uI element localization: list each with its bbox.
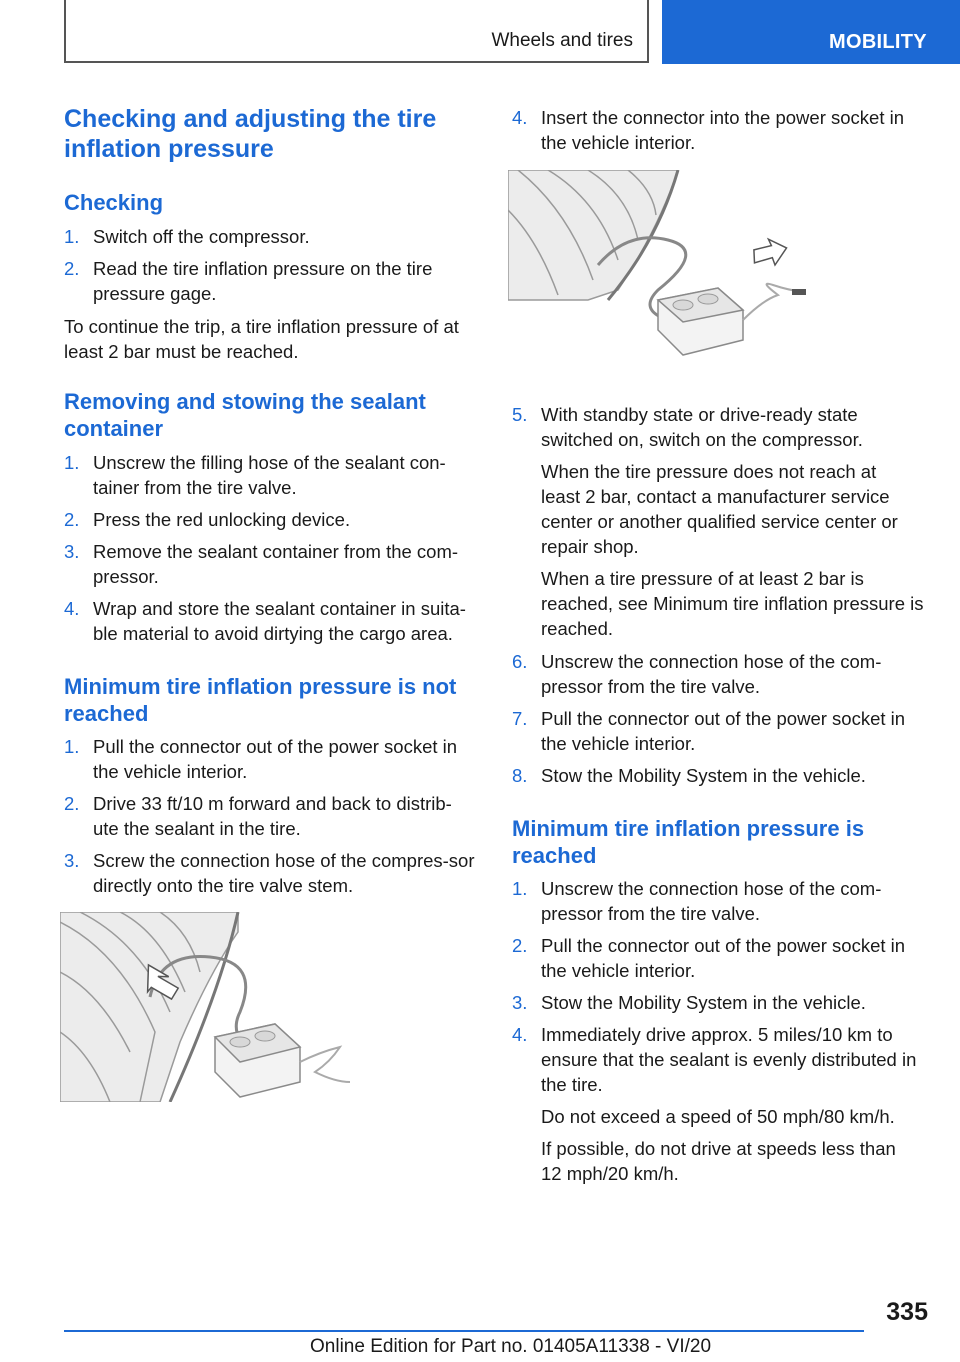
- step-number: 1.: [64, 736, 80, 757]
- step-number: 3.: [64, 541, 80, 562]
- step-number: 3.: [512, 992, 528, 1013]
- heading-reached: Minimum tire inflation pressure is reached: [512, 816, 865, 868]
- step-number: 5.: [512, 404, 528, 425]
- step-number: 3.: [64, 850, 80, 871]
- step-text: Unscrew the connection hose of the com‐pressor from the tire valve.: [541, 878, 882, 924]
- step-text: Press the red unlocking device.: [93, 509, 351, 530]
- step-text: Stow the Mobility System in the vehicle.: [541, 765, 866, 786]
- compressor-power-socket-illustration: [508, 170, 818, 360]
- step-text: Remove the sealant container from the com‐pressor.: [93, 541, 459, 587]
- step-number: 2.: [512, 935, 528, 956]
- note-paragraph: To continue the trip, a tire inflation pressure of at least 2 bar must be reached.: [64, 316, 459, 362]
- step-text: Immediately drive approx. 5 miles/10 km to ensure that the sealant is evenly distributed in the tire.: [541, 1024, 917, 1095]
- step-number: 7.: [512, 708, 528, 729]
- step-number: 1.: [64, 452, 80, 473]
- step-number: 2.: [64, 793, 80, 814]
- step-text: Screw the connection hose of the compres‐sor directly onto the tire valve stem.: [93, 850, 475, 896]
- step-note: If possible, do not drive at speeds less than 12 mph/20 km/h.: [541, 1138, 896, 1184]
- header-section-box: [64, 0, 649, 63]
- heading-checking: Checking: [64, 190, 164, 215]
- step-text: Drive 33 ft/10 m forward and back to distrib‐ute the sealant in the tire.: [93, 793, 452, 839]
- page-title: Checking and adjusting the tire inflation pressure: [64, 105, 437, 163]
- section-title: Wheels and tires: [491, 30, 633, 51]
- step-text: Wrap and store the sealant container in suita‐ble material to avoid dirtying the cargo area.: [93, 598, 466, 644]
- step-number: 2.: [64, 509, 80, 530]
- step-number: 8.: [512, 765, 528, 786]
- step-note: Do not exceed a speed of 50 mph/80 km/h.: [541, 1106, 895, 1127]
- step-note: When a tire pressure of at least 2 bar is reached, see Minimum tire inflation pressure is reached.: [541, 568, 924, 639]
- page-number: 335: [886, 1298, 928, 1326]
- heading-not-reached: Minimum tire inflation pressure is not reached: [64, 674, 457, 726]
- step-text: Unscrew the connection hose of the com‐pressor from the tire valve.: [541, 651, 882, 697]
- step-text: Switch off the compressor.: [93, 226, 310, 247]
- step-note: When the tire pressure does not reach at least 2 bar, contact a manufacturer service center or another qualified service center or repair shop.: [541, 461, 898, 557]
- step-number: 4.: [512, 107, 528, 128]
- step-number: 4.: [64, 598, 80, 619]
- step-text: Unscrew the filling hose of the sealant con‐tainer from the tire valve.: [93, 452, 446, 498]
- edition-footer: Online Edition for Part no. 01405A11338 - VI/20: [310, 1336, 712, 1357]
- step-number: 2.: [64, 258, 80, 279]
- step-number: 1.: [64, 226, 80, 247]
- step-text: Pull the connector out of the power socket in the vehicle interior.: [541, 708, 906, 754]
- chapter-tab[interactable]: MOBILITY: [662, 0, 960, 64]
- step-text: Pull the connector out of the power socket in the vehicle interior.: [93, 736, 458, 782]
- step-number: 4.: [512, 1024, 528, 1045]
- tire-compressor-illustration: [60, 912, 360, 1102]
- heading-removing: Removing and stowing the sealant container: [64, 389, 426, 441]
- step-text: Insert the connector into the power socket in the vehicle interior.: [541, 107, 905, 153]
- step-number: 1.: [512, 878, 528, 899]
- step-text: With standby state or drive-ready state switched on, switch on the compressor.: [541, 404, 863, 450]
- step-text: Read the tire inflation pressure on the tire pressure gage.: [93, 258, 433, 304]
- step-number: 6.: [512, 651, 528, 672]
- step-text: Pull the connector out of the power socket in the vehicle interior.: [541, 935, 906, 981]
- footer-divider: [64, 1330, 864, 1332]
- step-text: Stow the Mobility System in the vehicle.: [541, 992, 866, 1013]
